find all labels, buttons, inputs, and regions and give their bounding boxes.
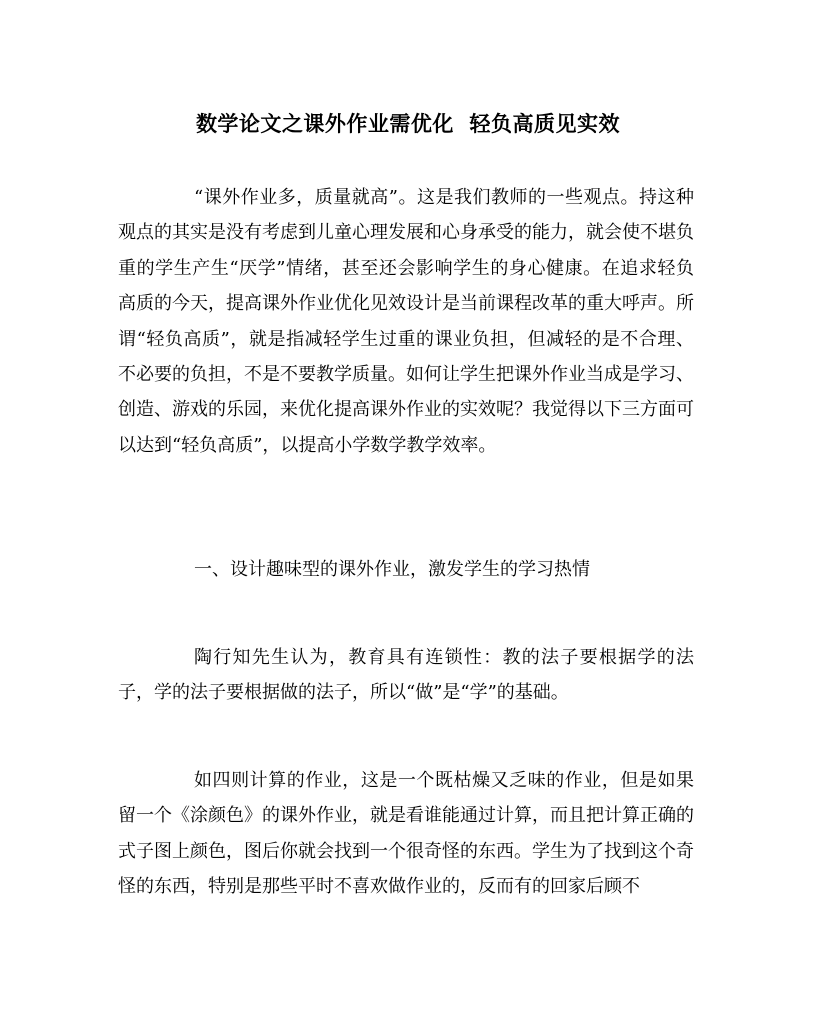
section-heading-1: 一、设计趣味型的课外作业，激发学生的学习热情 [194,559,590,580]
document-title: 数学论文之课外作业需优化 轻负高质见实效 [195,112,621,136]
paragraph-tao-xingzhi: 陶行知先生认为，教育具有连锁性：教的法子要根据学的法子，学的法子要根据做的法子，所以“做”是“学”的基础。 [118,647,694,704]
paragraph-arithmetic-example: 如四则计算的作业，这是一个既枯燥又乏味的作业，但是如果留一个《涂颜色》的课外作业，就是看谁能通过计算，而且把计算正确的式子图上颜色，图后你就会找到一个很奇怪的东西。学生为了找到这个奇怪的东西，特别是那些平时不喜欢做作业的，反而有的回家后顾不 [118,770,694,898]
paragraph-intro: “课外作业多，质量就高”。这是我们教师的一些观点。持这种观点的其实是没有考虑到儿童心理发展和心身承受的能力，就会使不堪负重的学生产生“厌学”情绪，甚至还会影响学生的身心健康。在追求轻负高质的今天，提高课外作业优化见效设计是当前课程改革的重大呼声。所谓“轻负高质”，就是指减轻学生过重的课业负担，但减轻的是不合理、不必要的负担，不是不要教学质量。如何让学生把课外作业当成是学习、创造、游戏的乐园，来优化提高课外作业的实效呢？我觉得以下三方面可以达到“轻负高质”，以提高小学数学教学效率。 [118,187,694,456]
